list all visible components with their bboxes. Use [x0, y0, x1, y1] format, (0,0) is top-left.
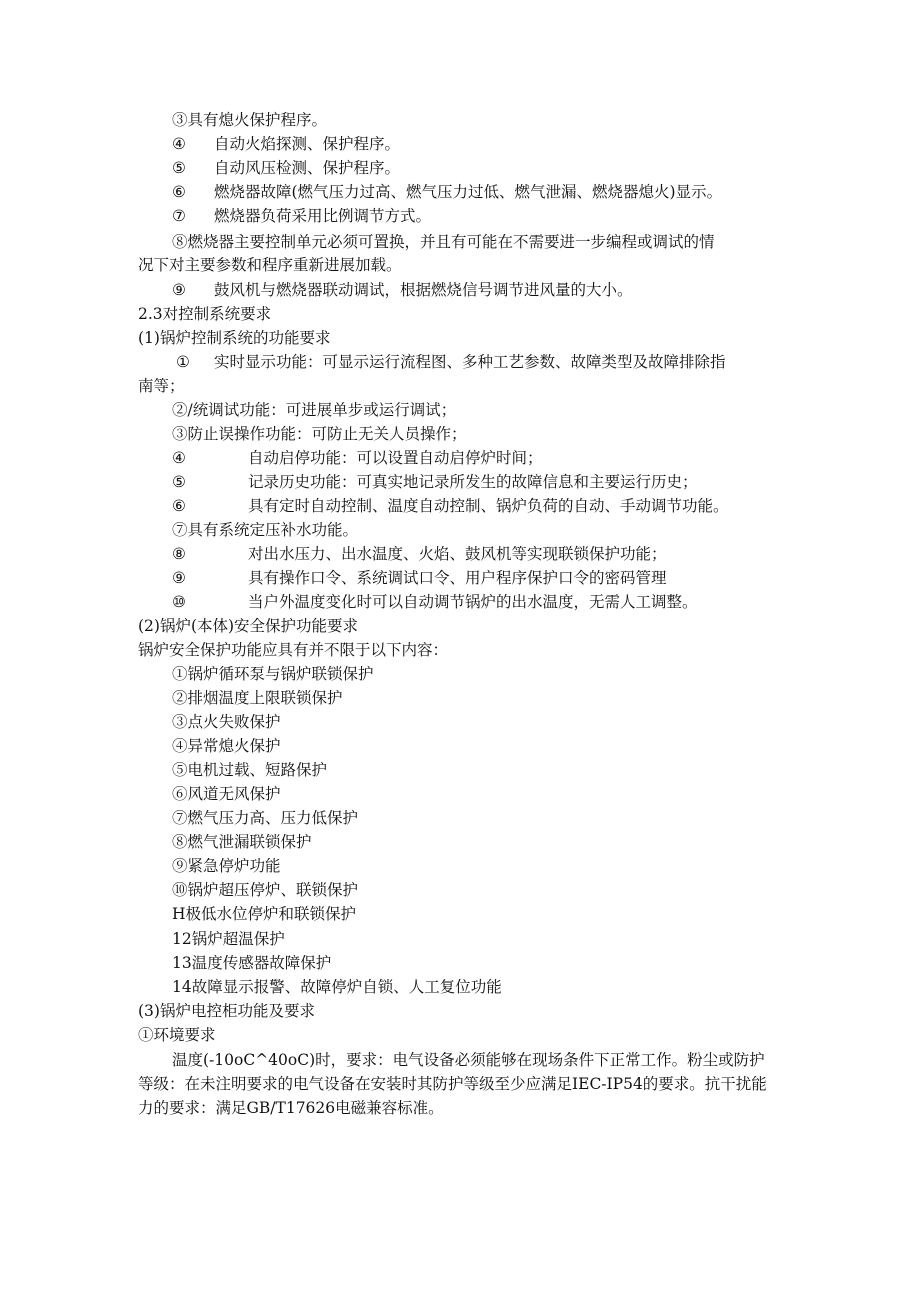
item-text: 实时显示功能：可显示运行流程图、多种工艺参数、故障类型及故障排除指 — [214, 353, 726, 371]
control-item-4 — [172, 446, 543, 470]
safety-item: ⑧燃气泄漏联锁保护 — [172, 833, 312, 851]
item-text: 当户外温度变化时可以自动调节锅炉的出水温度，无需人工调整。 — [248, 593, 698, 611]
control-item-3: ③防止误操作功能：可防止无关人员操作； — [172, 425, 467, 443]
environment-paragraph: 温度(-10oC^40oC)时，要求：电气设备必须能够在现场条件下正常工作。粉尘或防护等级：在未注明要求的电气设备在安装时其防护等级至少应满足IEC-IP54的要求。抗干扰能力的要求：满足GB/T17626电磁兼容标准。 — [138, 1051, 767, 1117]
section-heading: 2.3对控制系统要求 — [138, 305, 272, 323]
item-text: 鼓风机与燃烧器联动调试，根据燃烧信号调节进风量的大小。 — [214, 281, 633, 299]
item-marker: ⑧ — [172, 545, 186, 563]
subsection-heading-1: (1)锅炉控制系统的功能要求 — [138, 329, 331, 347]
item-marker: ③ — [172, 111, 188, 129]
control-item-2: ②/统调试功能：可进展单步或运行调试； — [172, 401, 457, 419]
control-item-1-line2: 南等； — [138, 377, 185, 395]
control-item-9 — [172, 566, 667, 590]
item-text: 自动火焰探测、保护程序。 — [214, 135, 401, 153]
safety-item: ①锅炉循环泵与锅炉联锁保护 — [172, 665, 374, 683]
burner-item-3 — [172, 108, 327, 132]
item-marker: ① — [176, 353, 190, 371]
burner-item-8-line2: 况下对主要参数和程序重新进展加载。 — [138, 256, 402, 274]
subsection-heading-3: (3)锅炉电控柜功能及要求 — [138, 1002, 315, 1020]
safety-item: ⑤电机过载、短路保护 — [172, 761, 328, 779]
item-text: 具有熄火保护程序。 — [187, 111, 328, 129]
item-text: 燃烧器故障(燃气压力过高、燃气压力过低、燃气泄漏、燃烧器熄火)显示。 — [214, 183, 723, 201]
item-marker: ⑥ — [172, 497, 186, 515]
item-marker: ④ — [172, 449, 186, 467]
burner-item-8-line1: ⑧燃烧器主要控制单元必须可置换，并且有可能在不需要进一步编程或调试的情 — [172, 233, 715, 251]
item-marker: ⑩ — [172, 593, 186, 611]
safety-item: ⑦燃气压力高、压力低保护 — [172, 809, 359, 827]
safety-item: 12锅炉超温保护 — [172, 930, 285, 948]
item-marker: ⑦ — [172, 207, 186, 225]
control-item-6 — [172, 494, 729, 518]
item-text: 自动风压检测、保护程序。 — [214, 159, 401, 177]
safety-item: 14故障显示报警、故障停炉自锁、人工复位功能 — [172, 978, 502, 996]
burner-item-5 — [172, 156, 400, 180]
safety-item: ⑥风道无风保护 — [172, 785, 281, 803]
item-marker: ⑥ — [172, 183, 186, 201]
item-marker: ④ — [172, 135, 186, 153]
environment-heading: ①环境要求 — [138, 1026, 216, 1044]
item-text: 燃烧器负荷采用比例调节方式。 — [214, 207, 432, 225]
item-text: 对出水压力、出水温度、火焰、鼓风机等实现联锁保护功能； — [248, 545, 667, 563]
control-item-8 — [172, 542, 667, 566]
safety-intro: 锅炉安全保护功能应具有并不限于以下内容： — [138, 641, 449, 659]
control-item-10 — [172, 590, 698, 614]
safety-item: ②排烟温度上限联锁保护 — [172, 689, 343, 707]
item-marker: ⑤ — [172, 473, 186, 491]
item-marker: ⑤ — [172, 159, 186, 177]
item-text: 自动启停功能：可以设置自动启停炉时间； — [248, 449, 543, 467]
item-text: 具有定时自动控制、温度自动控制、锅炉负荷的自动、手动调节功能。 — [248, 497, 729, 515]
safety-item: ⑩锅炉超压停炉、联锁保护 — [172, 881, 359, 899]
control-item-7: ⑦具有系统定压补水功能。 — [172, 521, 359, 539]
burner-item-7 — [172, 204, 431, 228]
burner-item-6 — [172, 180, 722, 204]
safety-item: H极低水位停炉和联锁保护 — [172, 905, 357, 923]
burner-item-4 — [172, 132, 400, 156]
safety-item: 13温度传感器故障保护 — [172, 954, 332, 972]
safety-item: ⑨紧急停炉功能 — [172, 857, 281, 875]
safety-item: ③点火失败保护 — [172, 713, 281, 731]
item-text: 记录历史功能：可真实地记录所发生的故障信息和主要运行历史； — [248, 473, 698, 491]
item-marker: ⑨ — [172, 281, 186, 299]
item-text: 具有操作口令、系统调试口令、用户程序保护口令的密码管理 — [248, 569, 667, 587]
burner-item-9 — [172, 278, 633, 302]
subsection-heading-2: (2)锅炉(本体)安全保护功能要求 — [138, 617, 359, 635]
item-marker: ⑨ — [172, 569, 186, 587]
safety-item: ④异常熄火保护 — [172, 737, 281, 755]
control-item-5 — [172, 470, 698, 494]
control-item-1-line1 — [176, 350, 726, 374]
